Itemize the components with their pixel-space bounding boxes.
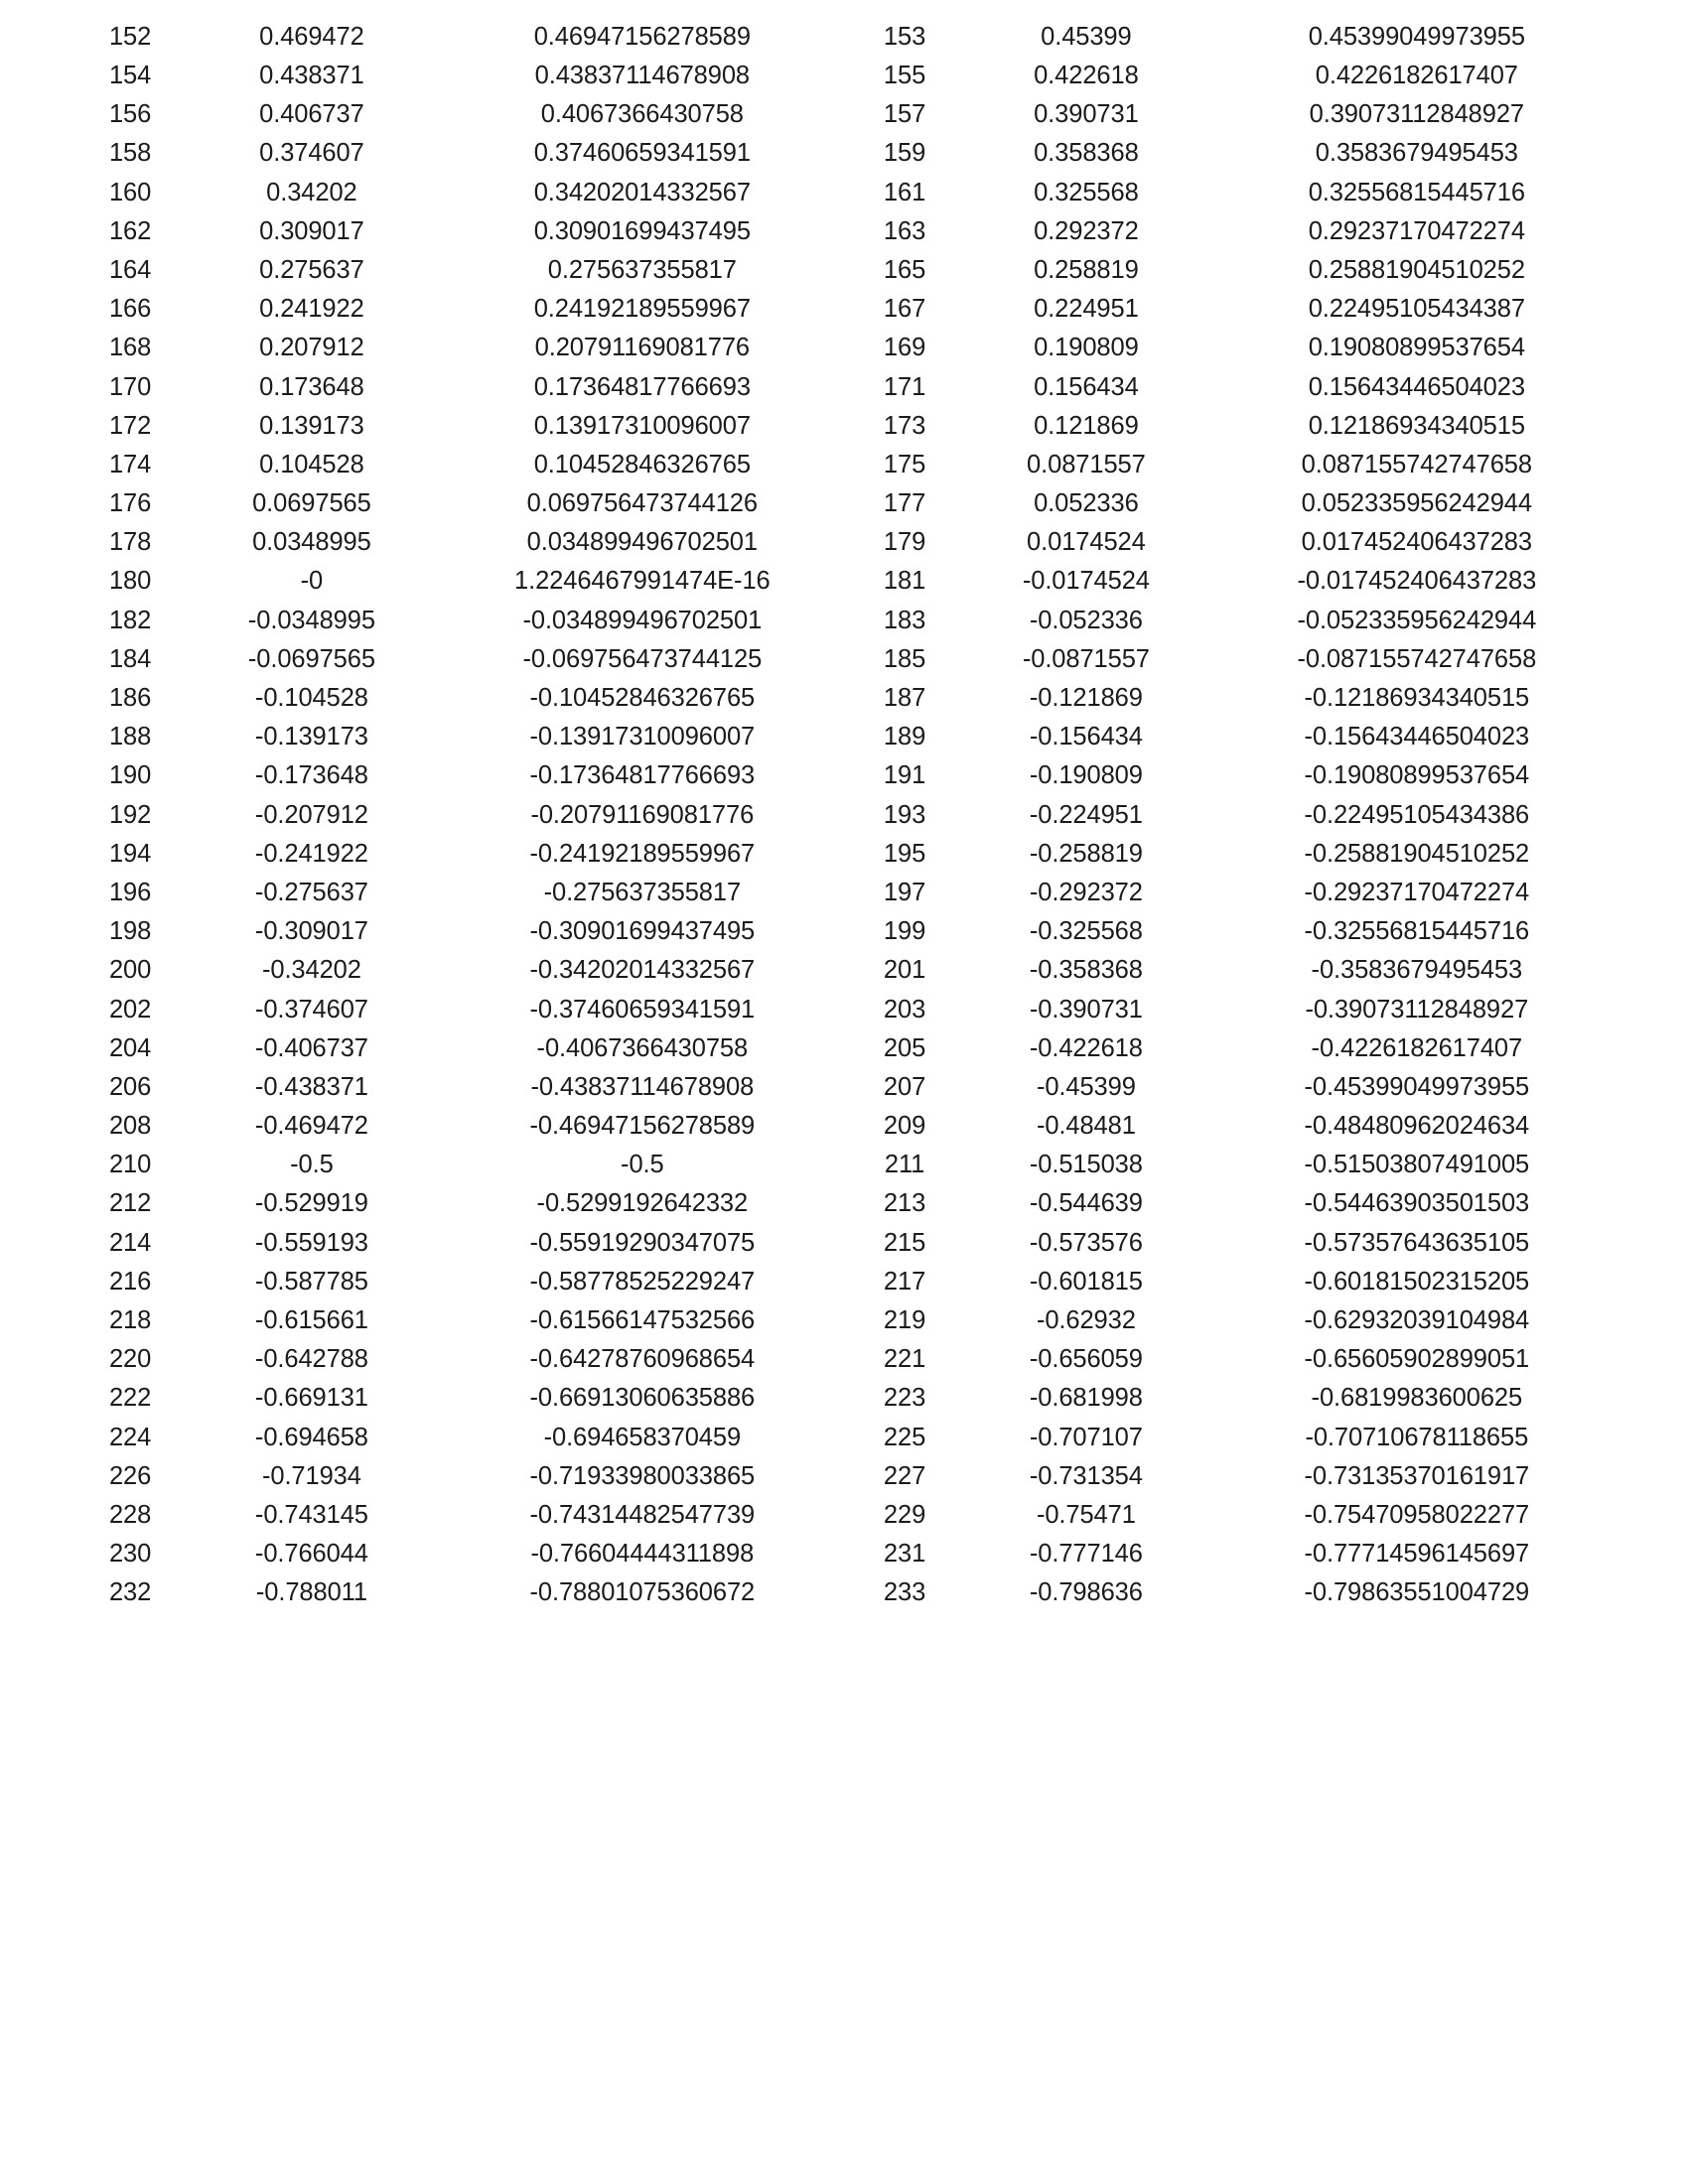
full-precision-value-right: -0.6819983600625 (1311, 1384, 1523, 1413)
rounded-value-left: -0.615661 (254, 1306, 368, 1335)
rounded-value-right: 0.0871557 (1027, 450, 1146, 478)
full-precision-value-right: 0.15643446504023 (1308, 372, 1525, 401)
table-row (73, 407, 1622, 446)
rounded-value-left: -0.207912 (254, 800, 368, 829)
rounded-value-right: 0.0174524 (1027, 528, 1146, 557)
rounded-value-right: -0.62932 (1036, 1306, 1136, 1335)
full-precision-value-right: -0.75470958022277 (1304, 1500, 1530, 1529)
rounded-value-left: -0.139173 (254, 723, 368, 751)
row-index-left: 168 (108, 334, 152, 362)
full-precision-value-left: 0.24192189559967 (533, 295, 751, 324)
row-index-left: 158 (108, 139, 152, 168)
row-index-left: 170 (108, 372, 152, 401)
rounded-value-right: -0.48481 (1036, 1112, 1136, 1141)
rounded-value-right: 0.45399 (1041, 22, 1132, 51)
full-precision-value-left: 0.34202014332567 (533, 178, 751, 206)
full-precision-value-right: -0.29237170472274 (1304, 878, 1530, 906)
row-index-left: 162 (108, 216, 152, 245)
full-precision-value-left: -0.20791169081776 (530, 800, 755, 829)
rounded-value-right: 0.422618 (1034, 62, 1139, 90)
row-index-right: 183 (883, 606, 926, 634)
rounded-value-left: 0.406737 (259, 100, 364, 129)
table-row (73, 368, 1622, 407)
row-index-right: 173 (883, 411, 926, 440)
rounded-value-left: -0.469472 (254, 1112, 368, 1141)
full-precision-value-right: -0.45399049973955 (1304, 1072, 1530, 1101)
rounded-value-left: -0.5 (290, 1151, 334, 1179)
full-precision-value-right: -0.087155742747658 (1297, 644, 1537, 673)
row-index-left: 172 (108, 411, 152, 440)
full-precision-value-left: -0.76604444311898 (530, 1540, 755, 1569)
row-index-left: 152 (108, 22, 152, 51)
rounded-value-right: 0.224951 (1034, 295, 1139, 324)
rounded-value-right: -0.798636 (1029, 1578, 1143, 1607)
row-index-right: 227 (883, 1461, 926, 1490)
rounded-value-left: -0.559193 (254, 1228, 368, 1257)
row-index-right: 209 (883, 1112, 926, 1141)
row-index-left: 182 (108, 606, 152, 634)
full-precision-value-right: -0.79863551004729 (1304, 1578, 1530, 1607)
rounded-value-right: -0.325568 (1029, 917, 1143, 946)
row-index-right: 157 (883, 100, 926, 129)
full-precision-value-right: -0.19080899537654 (1304, 761, 1530, 790)
table-row (73, 1380, 1622, 1419)
row-index-left: 178 (108, 528, 152, 557)
full-precision-value-right: -0.4226182617407 (1311, 1033, 1523, 1062)
rounded-value-left: 0.469472 (259, 22, 364, 51)
rounded-value-left: 0.0348995 (252, 528, 371, 557)
rounded-value-left: -0.529919 (254, 1189, 368, 1218)
row-index-left: 206 (108, 1072, 152, 1101)
table-row (73, 679, 1622, 718)
full-precision-value-right: -0.32556815445716 (1304, 917, 1530, 946)
table-row (73, 1301, 1622, 1340)
row-index-left: 194 (108, 839, 152, 868)
row-index-left: 154 (108, 62, 152, 90)
row-index-right: 189 (883, 723, 926, 751)
row-index-left: 224 (108, 1423, 152, 1451)
row-index-right: 181 (883, 567, 926, 596)
full-precision-value-left: -0.10452846326765 (529, 684, 756, 713)
row-index-left: 164 (108, 255, 152, 284)
full-precision-value-right: 0.052335956242944 (1301, 489, 1532, 518)
rounded-value-right: -0.777146 (1029, 1540, 1143, 1569)
full-precision-value-right: 0.39073112848927 (1309, 100, 1524, 129)
rounded-value-right: -0.0871557 (1022, 644, 1150, 673)
full-precision-value-right: -0.54463903501503 (1304, 1189, 1530, 1218)
table-row (73, 991, 1622, 1029)
row-index-right: 177 (883, 489, 926, 518)
rounded-value-right: 0.052336 (1034, 489, 1139, 518)
full-precision-value-left: -0.5 (621, 1151, 664, 1179)
rounded-value-right: -0.121869 (1029, 684, 1143, 713)
table-row (73, 1068, 1622, 1107)
full-precision-value-right: 0.22495105434387 (1308, 295, 1525, 324)
full-precision-value-right: 0.087155742747658 (1301, 450, 1532, 478)
table-row (73, 523, 1622, 562)
full-precision-value-right: 0.45399049973955 (1308, 22, 1525, 51)
full-precision-value-left: -0.37460659341591 (529, 995, 756, 1024)
full-precision-value-right: 0.017452406437283 (1301, 528, 1532, 557)
rounded-value-right: -0.224951 (1029, 800, 1143, 829)
table-row (73, 1107, 1622, 1146)
rounded-value-left: 0.241922 (259, 295, 364, 324)
rounded-value-right: -0.45399 (1036, 1072, 1136, 1101)
rounded-value-left: 0.309017 (259, 216, 364, 245)
full-precision-value-left: -0.64278760968654 (529, 1345, 756, 1374)
row-index-left: 174 (108, 450, 152, 478)
rounded-value-left: -0.669131 (254, 1384, 368, 1413)
row-index-right: 203 (883, 995, 926, 1024)
row-index-right: 179 (883, 528, 926, 557)
row-index-right: 221 (883, 1345, 926, 1374)
rounded-value-left: -0.275637 (254, 878, 368, 906)
table-row (73, 174, 1622, 212)
row-index-left: 180 (108, 567, 152, 596)
rounded-value-left: 0.0697565 (252, 489, 371, 518)
row-index-right: 185 (883, 644, 926, 673)
full-precision-value-left: -0.74314482547739 (529, 1500, 756, 1529)
row-index-right: 159 (883, 139, 926, 168)
full-precision-value-right: 0.25881904510252 (1308, 255, 1525, 284)
full-precision-value-right: -0.65605902899051 (1304, 1345, 1530, 1374)
rounded-value-left: 0.374607 (259, 139, 364, 168)
row-index-left: 166 (108, 295, 152, 324)
full-precision-value-right: -0.62932039104984 (1304, 1306, 1530, 1335)
row-index-right: 213 (883, 1189, 926, 1218)
full-precision-value-left: 0.43837114678908 (534, 62, 750, 90)
row-index-right: 165 (883, 255, 926, 284)
rounded-value-right: -0.656059 (1029, 1345, 1143, 1374)
rounded-value-right: -0.390731 (1029, 995, 1143, 1024)
table-row (73, 796, 1622, 835)
rounded-value-right: -0.052336 (1029, 606, 1143, 634)
full-precision-value-left: -0.5299192642332 (536, 1189, 749, 1218)
rounded-value-right: -0.707107 (1029, 1423, 1143, 1451)
row-index-right: 223 (883, 1384, 926, 1413)
full-precision-value-left: -0.30901699437495 (529, 917, 756, 946)
row-index-right: 219 (883, 1306, 926, 1335)
full-precision-value-right: -0.51503807491005 (1304, 1151, 1530, 1179)
full-precision-value-left: -0.13917310096007 (529, 723, 756, 751)
row-index-left: 214 (108, 1228, 152, 1257)
row-index-right: 201 (883, 956, 926, 985)
full-precision-value-right: -0.57357643635105 (1304, 1228, 1530, 1257)
rounded-value-left: 0.139173 (259, 411, 364, 440)
full-precision-value-left: -0.55919290347075 (529, 1228, 756, 1257)
row-index-left: 208 (108, 1112, 152, 1141)
full-precision-value-right: 0.19080899537654 (1308, 334, 1525, 362)
rounded-value-left: -0.694658 (254, 1423, 368, 1451)
full-precision-value-right: 0.29237170472274 (1308, 216, 1525, 245)
full-precision-value-left: -0.78801075360672 (529, 1578, 756, 1607)
rounded-value-right: -0.573576 (1029, 1228, 1143, 1257)
table-row (73, 1263, 1622, 1301)
rounded-value-right: 0.121869 (1034, 411, 1139, 440)
numeric-data-table (73, 18, 1622, 1613)
full-precision-value-left: -0.694658370459 (543, 1423, 742, 1451)
table-row (73, 18, 1622, 57)
row-index-right: 197 (883, 878, 926, 906)
full-precision-value-left: 0.034899496702501 (526, 528, 758, 557)
table-row (73, 446, 1622, 484)
rounded-value-left: -0.104528 (254, 684, 368, 713)
full-precision-value-right: -0.15643446504023 (1304, 723, 1530, 751)
full-precision-value-left: -0.43837114678908 (530, 1072, 755, 1101)
row-index-left: 218 (108, 1306, 152, 1335)
row-index-left: 190 (108, 761, 152, 790)
row-index-right: 233 (883, 1578, 926, 1607)
full-precision-value-right: -0.25881904510252 (1304, 839, 1530, 868)
rounded-value-left: -0.743145 (254, 1500, 368, 1529)
rounded-value-left: -0.587785 (254, 1267, 368, 1296)
row-index-right: 215 (883, 1228, 926, 1257)
full-precision-value-right: 0.3583679495453 (1315, 139, 1518, 168)
row-index-left: 222 (108, 1384, 152, 1413)
full-precision-value-right: -0.70710678118655 (1305, 1423, 1529, 1451)
table-row (73, 1457, 1622, 1496)
row-index-right: 187 (883, 684, 926, 713)
rounded-value-right: -0.0174524 (1022, 567, 1150, 596)
table-row (73, 1224, 1622, 1263)
row-index-left: 226 (108, 1461, 152, 1490)
row-index-right: 155 (883, 62, 926, 90)
full-precision-value-left: -0.17364817766693 (529, 761, 756, 790)
rounded-value-right: -0.75471 (1036, 1500, 1136, 1529)
row-index-right: 163 (883, 216, 926, 245)
table-row (73, 757, 1622, 796)
full-precision-value-left: 0.069756473744126 (526, 489, 758, 518)
full-precision-value-left: 0.20791169081776 (534, 334, 750, 362)
full-precision-value-left: -0.58778525229247 (529, 1267, 756, 1296)
row-index-left: 192 (108, 800, 152, 829)
full-precision-value-left: 0.10452846326765 (533, 450, 751, 478)
table-row (73, 251, 1622, 290)
row-index-left: 156 (108, 100, 152, 129)
rounded-value-right: 0.190809 (1034, 334, 1139, 362)
row-index-left: 186 (108, 684, 152, 713)
row-index-right: 195 (883, 839, 926, 868)
row-index-left: 204 (108, 1033, 152, 1062)
rounded-value-right: -0.292372 (1029, 878, 1143, 906)
rounded-value-right: -0.544639 (1029, 1189, 1143, 1218)
rounded-value-left: -0.34202 (261, 956, 361, 985)
rounded-value-left: -0.788011 (255, 1578, 367, 1607)
rounded-value-left: 0.438371 (259, 62, 364, 90)
full-precision-value-right: 0.4226182617407 (1315, 62, 1518, 90)
table-row (73, 290, 1622, 329)
full-precision-value-right: -0.60181502315205 (1304, 1267, 1530, 1296)
row-index-right: 167 (883, 295, 926, 324)
table-row (73, 602, 1622, 640)
row-index-left: 216 (108, 1267, 152, 1296)
row-index-right: 199 (883, 917, 926, 946)
full-precision-value-right: -0.22495105434386 (1304, 800, 1530, 829)
table-row (73, 640, 1622, 679)
row-index-left: 184 (108, 644, 152, 673)
table-row (73, 1535, 1622, 1573)
full-precision-value-right: -0.48480962024634 (1304, 1112, 1530, 1141)
full-precision-value-left: 0.30901699437495 (533, 216, 751, 245)
rounded-value-left: -0.309017 (254, 917, 368, 946)
table-row (73, 563, 1622, 602)
table-row (73, 1340, 1622, 1379)
table-row (73, 57, 1622, 95)
row-index-left: 202 (108, 995, 152, 1024)
table-row (73, 484, 1622, 523)
row-index-right: 205 (883, 1033, 926, 1062)
rounded-value-left: 0.34202 (266, 178, 357, 206)
rounded-value-right: 0.292372 (1034, 216, 1139, 245)
full-precision-value-right: -0.052335956242944 (1297, 606, 1537, 634)
table-row (73, 1496, 1622, 1535)
rounded-value-right: -0.258819 (1029, 839, 1143, 868)
table-row (73, 912, 1622, 951)
table-row (73, 1185, 1622, 1224)
table-row (73, 330, 1622, 368)
row-index-right: 207 (883, 1072, 926, 1101)
row-index-left: 228 (108, 1500, 152, 1529)
full-precision-value-left: -0.46947156278589 (529, 1112, 756, 1141)
full-precision-value-left: -0.069756473744125 (522, 644, 763, 673)
row-index-right: 193 (883, 800, 926, 829)
full-precision-value-right: 0.12186934340515 (1308, 411, 1525, 440)
full-precision-value-right: -0.77714596145697 (1304, 1540, 1530, 1569)
row-index-right: 169 (883, 334, 926, 362)
rounded-value-right: 0.325568 (1034, 178, 1139, 206)
rounded-value-right: -0.731354 (1029, 1461, 1143, 1490)
row-index-left: 212 (108, 1189, 152, 1218)
row-index-right: 231 (883, 1540, 926, 1569)
rounded-value-left: -0 (300, 567, 324, 596)
full-precision-value-right: -0.39073112848927 (1305, 995, 1529, 1024)
row-index-right: 211 (884, 1151, 925, 1179)
rounded-value-left: -0.0348995 (247, 606, 375, 634)
rounded-value-right: -0.358368 (1029, 956, 1143, 985)
table-body (73, 18, 1622, 1613)
table-row (73, 835, 1622, 874)
full-precision-value-left: -0.34202014332567 (529, 956, 756, 985)
full-precision-value-right: -0.3583679495453 (1311, 956, 1523, 985)
rounded-value-right: 0.156434 (1034, 372, 1139, 401)
row-index-right: 153 (883, 22, 926, 51)
full-precision-value-left: -0.24192189559967 (529, 839, 756, 868)
table-row (73, 1574, 1622, 1613)
row-index-left: 176 (108, 489, 152, 518)
full-precision-value-left: -0.034899496702501 (522, 606, 763, 634)
row-index-left: 230 (108, 1540, 152, 1569)
full-precision-value-right: 0.32556815445716 (1308, 178, 1525, 206)
row-index-right: 225 (883, 1423, 926, 1451)
table-row (73, 1146, 1622, 1184)
row-index-right: 161 (883, 178, 926, 206)
rounded-value-left: -0.0697565 (247, 644, 375, 673)
rounded-value-left: 0.275637 (259, 255, 364, 284)
rounded-value-right: -0.681998 (1029, 1384, 1143, 1413)
table-row (73, 212, 1622, 251)
full-precision-value-left: 0.13917310096007 (533, 411, 751, 440)
rounded-value-left: -0.406737 (254, 1033, 368, 1062)
rounded-value-right: 0.258819 (1034, 255, 1139, 284)
full-precision-value-left: 0.46947156278589 (533, 22, 751, 51)
full-precision-value-left: 0.37460659341591 (533, 139, 751, 168)
row-index-right: 171 (883, 372, 926, 401)
row-index-right: 175 (883, 450, 926, 478)
table-row (73, 95, 1622, 134)
full-precision-value-left: -0.66913060635886 (529, 1384, 756, 1413)
table-row (73, 135, 1622, 174)
row-index-right: 191 (883, 761, 926, 790)
table-row (73, 1419, 1622, 1457)
rounded-value-left: 0.104528 (259, 450, 364, 478)
rounded-value-left: 0.207912 (259, 334, 364, 362)
rounded-value-left: -0.71934 (261, 1461, 361, 1490)
row-index-left: 160 (108, 178, 152, 206)
row-index-right: 217 (883, 1267, 926, 1296)
table-row (73, 874, 1622, 912)
rounded-value-right: -0.422618 (1029, 1033, 1143, 1062)
rounded-value-left: -0.173648 (254, 761, 368, 790)
row-index-left: 198 (108, 917, 152, 946)
table-row (73, 1029, 1622, 1068)
row-index-right: 229 (883, 1500, 926, 1529)
full-precision-value-left: 1.2246467991474E-16 (514, 567, 771, 596)
full-precision-value-left: -0.275637355817 (543, 878, 742, 906)
rounded-value-left: -0.642788 (254, 1345, 368, 1374)
full-precision-value-right: -0.73135370161917 (1304, 1461, 1530, 1490)
row-index-left: 196 (108, 878, 152, 906)
rounded-value-right: -0.515038 (1029, 1151, 1143, 1179)
row-index-left: 188 (108, 723, 152, 751)
rounded-value-left: -0.766044 (254, 1540, 368, 1569)
full-precision-value-left: -0.71933980033865 (529, 1461, 756, 1490)
rounded-value-left: -0.438371 (254, 1072, 368, 1101)
full-precision-value-left: -0.61566147532566 (529, 1306, 756, 1335)
row-index-left: 220 (108, 1345, 152, 1374)
rounded-value-right: -0.601815 (1029, 1267, 1143, 1296)
table-row (73, 952, 1622, 991)
rounded-value-right: -0.190809 (1029, 761, 1143, 790)
rounded-value-right: 0.390731 (1034, 100, 1139, 129)
full-precision-value-right: -0.017452406437283 (1297, 567, 1537, 596)
rounded-value-right: 0.358368 (1034, 139, 1139, 168)
row-index-left: 232 (108, 1578, 152, 1607)
rounded-value-right: -0.156434 (1029, 723, 1143, 751)
rounded-value-left: -0.374607 (254, 995, 368, 1024)
full-precision-value-left: -0.4067366430758 (536, 1033, 749, 1062)
rounded-value-left: 0.173648 (259, 372, 364, 401)
table-row (73, 718, 1622, 756)
row-index-left: 200 (108, 956, 152, 985)
row-index-left: 210 (108, 1151, 152, 1179)
full-precision-value-left: 0.17364817766693 (533, 372, 751, 401)
full-precision-value-left: 0.4067366430758 (540, 100, 744, 129)
rounded-value-left: -0.241922 (254, 839, 368, 868)
full-precision-value-left: 0.275637355817 (547, 255, 737, 284)
full-precision-value-right: -0.12186934340515 (1304, 684, 1530, 713)
